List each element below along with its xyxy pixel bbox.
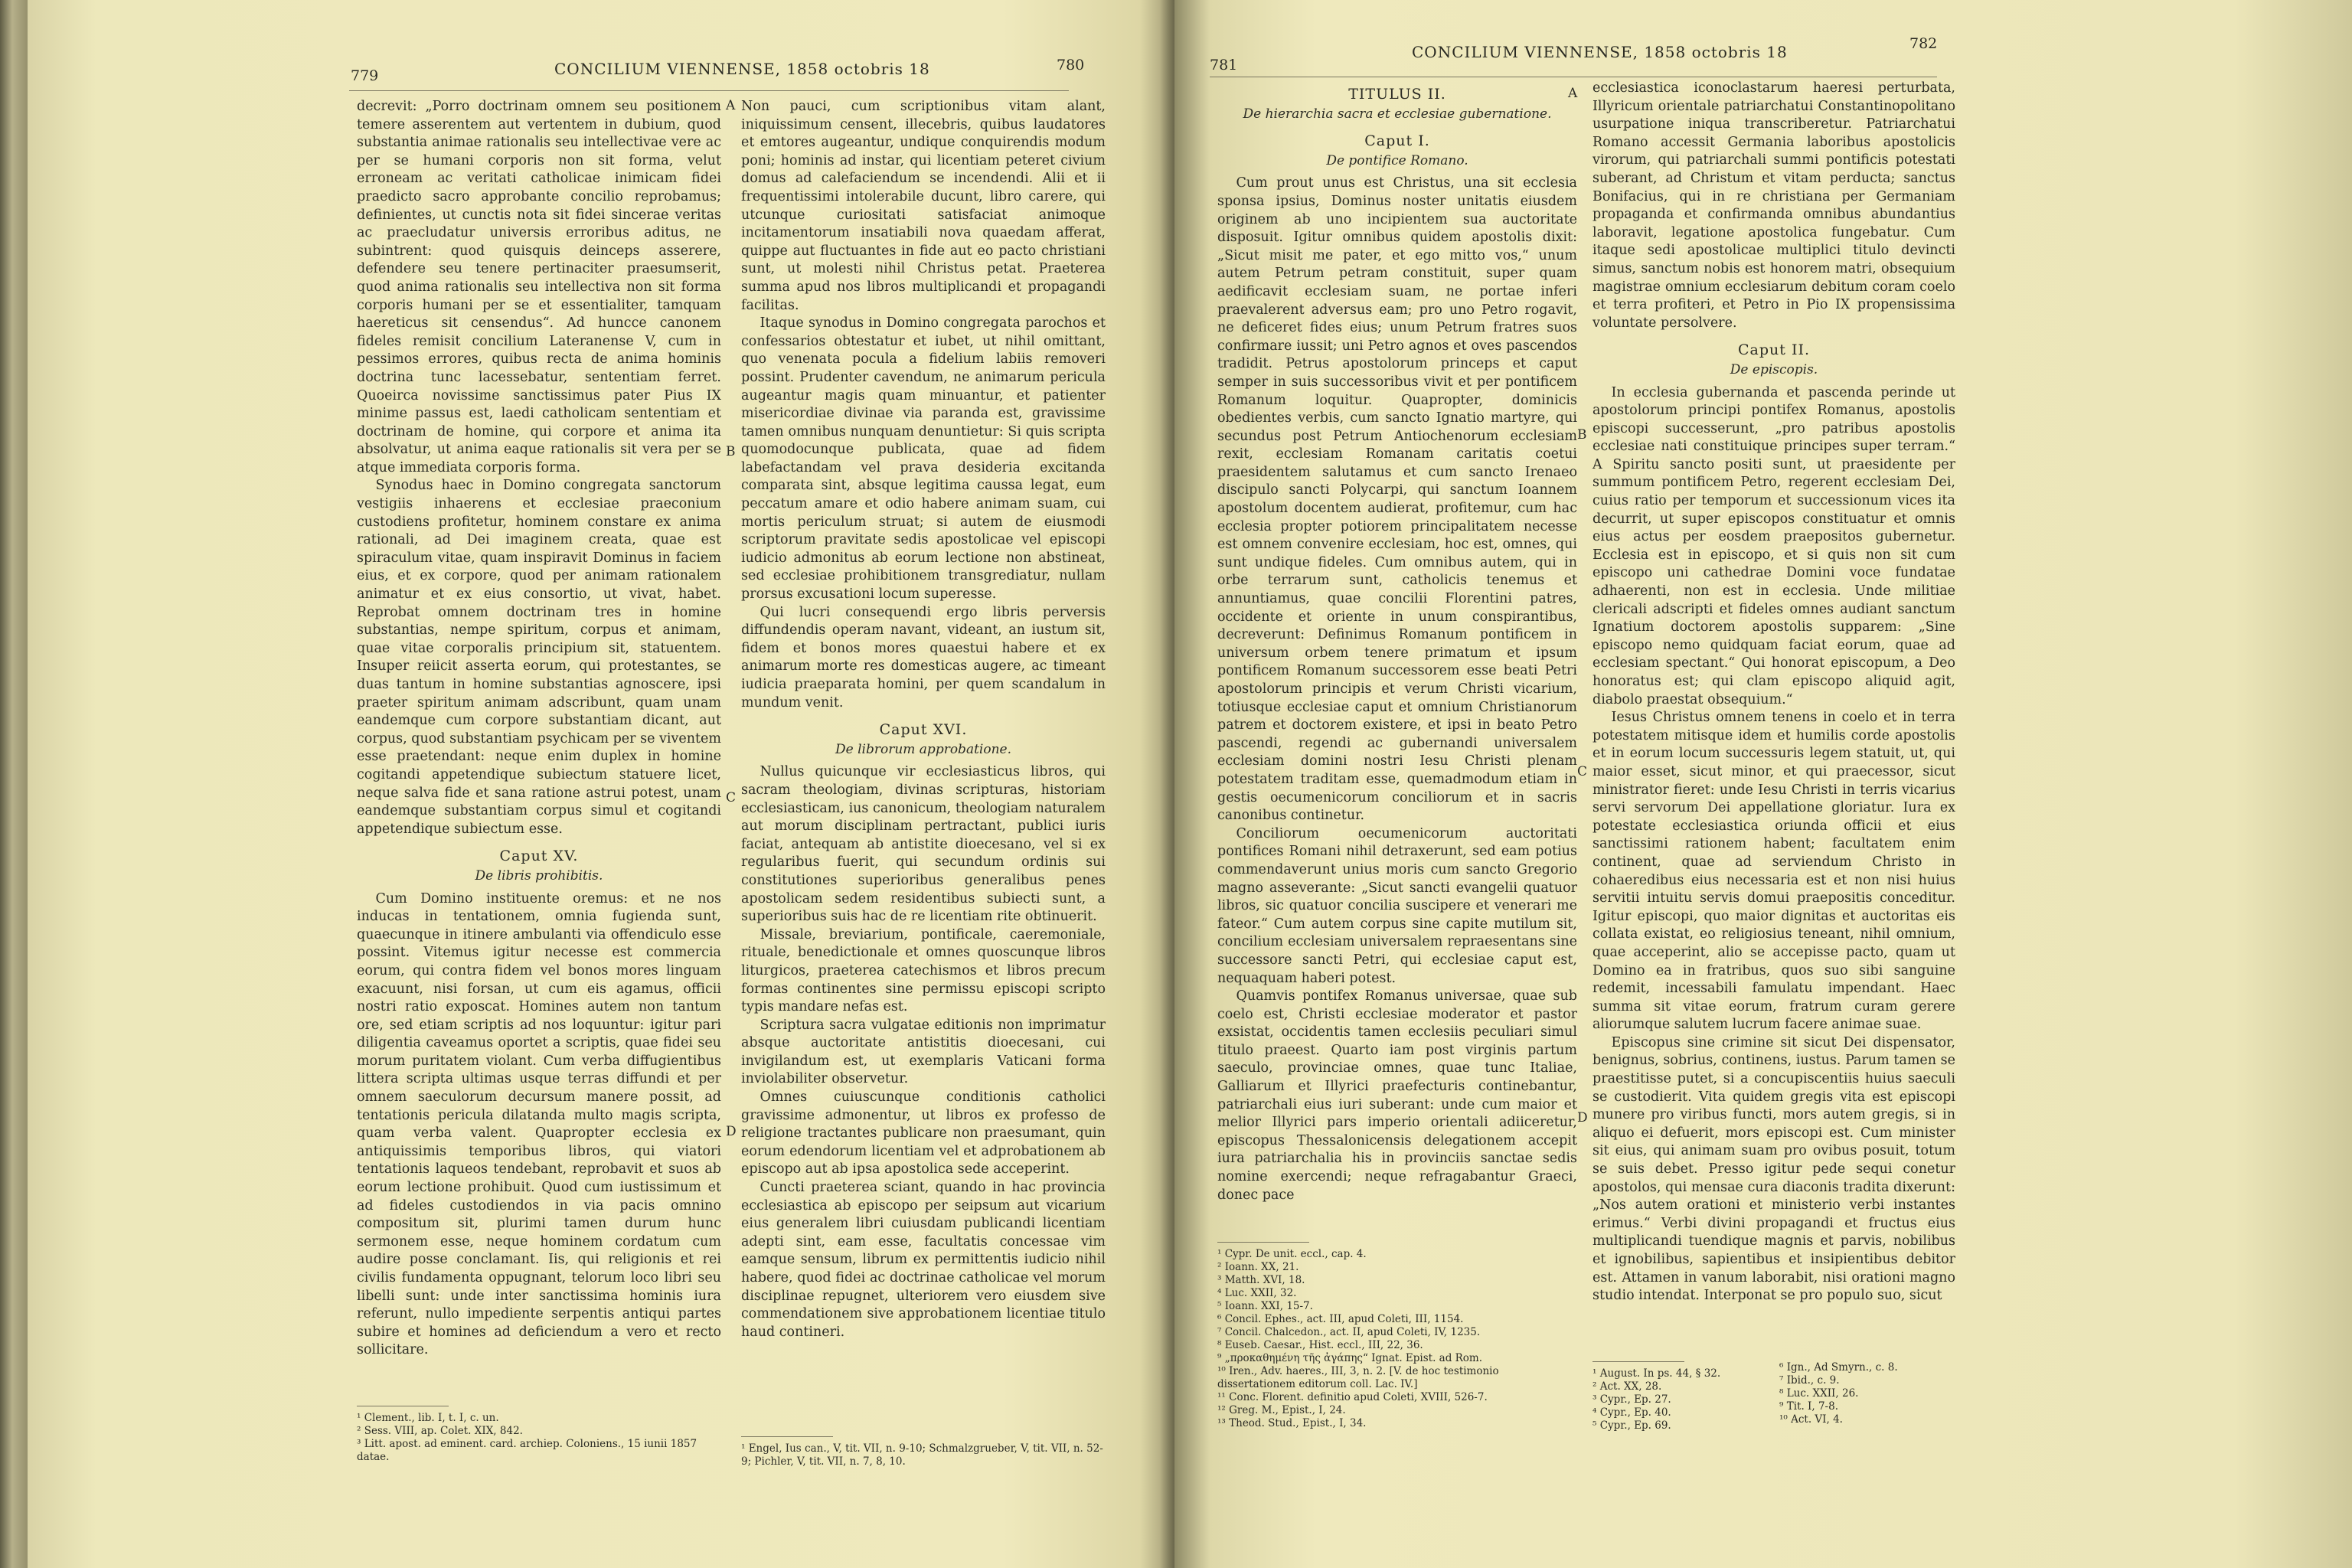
left-column	[357, 98, 721, 1360]
footnote: ³ Matth. XVI, 18.	[1217, 1274, 1305, 1286]
running-header: CONCILIUM VIENNENSE, 1858 octobris 18	[554, 60, 930, 78]
footnote: ¹² Greg. M., Epist., I, 24.	[1217, 1404, 1346, 1416]
section-heading: Caput XVI.	[879, 721, 968, 739]
page-number: 781	[1210, 57, 1238, 74]
section-subheading: De episcopis.	[1730, 361, 1818, 377]
section-subheading: De librorum approbatione.	[835, 741, 1011, 757]
paragraph: Synodus haec in Domino congregata sanctorum vestigiis inhaerens et ecclesiae praeconium custodiens profitetur, hominem constare ex anima rationali, ad Dei imaginem creata, quae est spiraculum vitae, quam inspiravit Dominus in faciem eius, et ex corpore, quod per animam rationalem animatur et ex eius consortio, ut vivat, habet. Reprobat omnem doctrinam tres in homine substantias, nempe spiritum, corpus et animam, quae vitae corporalis principium sit, statuentem. Insuper reiicit asserta eorum, qui protestantes, se duas tantum in homine substantias agnoscere, ipsi praeter spiritum animam adscribunt, quam unam eandemque cum corpore substantiam dicant, aut corpus, quod substantiam psychicam per se viventem esse praetendant: neque enim duplex in homine cogitandi appetendique subiectum statuere licet, neque salva fide et sana ratione astrui potest, unam eandemque substantiam corpus simul et cogitandi appetendique subiectum esse.	[357, 478, 721, 837]
footnote: ² Sess. VIII, ap. Colet. XIX, 842.	[357, 1425, 523, 1437]
section-heading: Caput XV.	[499, 848, 579, 865]
footnote-rule	[1592, 1361, 1684, 1362]
section-subheading: De pontifice Romano.	[1326, 152, 1468, 168]
footnote: ⁸ Luc. XXII, 26.	[1779, 1387, 1859, 1400]
footnote: ² Ioann. XX, 21.	[1217, 1261, 1299, 1273]
paragraph: Cum Domino instituente oremus: et ne nos inducas in tentationem, omnia fugienda sunt, quaecunque in itinere ambulanti via offendiculo esse possint. Vitemus igitur necesse est commercia eorum, qui contra fidem vel bonos mores linguam exacuunt, nisi forsan, ut cum eis agamus, officii nostri ratio exposcat. Homines autem non tantum ore, sed etiam scriptis ad nos loquuntur: igitur pari diligentia caveamus oportet a scriptis, quae fidei seu morum puritatem violant. Cum verba diffugientibus littera scripta ultimas usque terras diffundi et per omnem saeculorum decursum manere possit, ad tentationis pericula dilatanda multo magis scripta, quam verba valent. Quapropter ecclesia ex antiquissimis temporibus libros, qui viatori tentationis laqueos tendebant, reprobavit et suos ab eorum lectione prohibuit. Quod cum iustissimum et ad fideles custodiendos in via pacis omnino compositum sit, plurimi tamen durum hunc sermonem esse, neque hominem cordatum cum audire posse conclamant. Iis, qui religionis et rei civilis fundamenta oppugnant, telorum loco libri seu libelli sunt: unde inter sanctissima hominis iura referunt, nullo impediente serpentis antiqui partes subire et homines ad deficiendum a vero et recto sollicitare.	[357, 890, 721, 1358]
running-header: CONCILIUM VIENNENSE, 1858 octobris 18	[1412, 43, 1788, 61]
page-number: 780	[1057, 57, 1085, 74]
paragraph: Non pauci, cum scriptionibus vitam alant, iniquissimum censent, illecebris, quibus laudatores et emtores augeantur, undique conquirendis modum poni; hominis ad instar, qui licentiam peteret civium domus ad calefaciendum se incendendi. Alii et ii frequentissimi intolerabile ducunt, libro carere, qui utcunque curiositati satisfaciat animoque incitamentorum insatiabili nova quaedam afferat, quippe aut fluctuantes in fide aut eo pacto christiani sunt, ut molesti nihil Christus petat. Praeterea summa apud nos libros multiplicandi et propagandi facilitas.	[741, 99, 1106, 313]
footnote: ⁸ Euseb. Caesar., Hist. eccl., III, 22, 36.	[1217, 1339, 1423, 1351]
paragraph: Itaque synodus in Domino congregata parochos et confessarios obtestatur et iubet, ut nihil omittant, quo venenata pocula a fidelium labiis removeri possint. Prudenter cavendum, ne animarum pericula augeantur magis quam minuantur, et patienter misericordiae divinae via paranda est, gravissime tamen omnibus nunquam denuntietur: Si quis scripta quomodocunque publicata, quae ad fidem labefactandam vel prava desideria excitanda comparata sint, absque legitima caussa legat, eum peccatum amare et odio habere animam suam, cui mortis periculum struat; si autem de eiusmodi scriptorum pravitate sedis apostolicae vel episcopi iudicio admonitus ab eorum lectione non abstineat, sed ecclesiae prohibitionem transgrediatur, nullam prorsus excusationi locum superesse.	[741, 315, 1106, 603]
margin-letter: C	[726, 790, 737, 805]
footnote: ³ Cypr., Ep. 27.	[1592, 1393, 1671, 1406]
footnote: ¹ Engel, Ius can., V, tit. VII, n. 9-10; Schmalzgrueber, V, tit. VII, n. 52-9; Pichler, V, tit. VII, n. 7, 8, 10.	[741, 1442, 1103, 1468]
header-rule	[349, 90, 1069, 91]
section-subheading: De libris prohibitis.	[475, 867, 603, 884]
footnote: ¹⁰ Iren., Adv. haeres., III, 3, n. 2. [V. de hoc testimonio dissertationem editorum coll. Lac. IV.]	[1217, 1365, 1499, 1390]
page-number: 782	[1909, 35, 1938, 52]
footnote: ⁹ Tit. I, 7-8.	[1779, 1400, 1838, 1413]
footnote: ⁵ Ioann. XXI, 15-7.	[1217, 1300, 1313, 1312]
footnote: ⁹ „προκαθημένη τῆς ἀγάπης“ Ignat. Epist. ad Rom.	[1217, 1352, 1483, 1364]
paragraph: In ecclesia gubernanda et pascenda perinde ut apostolorum principi pontifex Romanus, apostolis episcopi successerunt, „pro patribus apostolis ecclesiae nati constituique principes super terram.“ A Spiritu sancto positi sunt, ut praesidente per summum pontificem Petro, regerent ecclesiam Dei, cuius ratio per temporum et successionum vices ita decurrit, ut super episcopos constituatur et omnis eius actus per eosdem praepositos gubernetur. Ecclesia est in episcopo, et si quis non sit cum episcopo uni cathedrae Domini voce fundatae adhaerenti, non est in ecclesia. Unde militiae clericali adscripti et fideles omnes audiant sanctum Ignatium doctorem apostolis supparem: „Sine episcopo nemo quidquam faciat eorum, quae ad ecclesiam spectant.“ Qui honorat episcopum, a Deo honoratus est; qui clam episcopo aliquid agit, diabolo praestat obsequium.“	[1592, 384, 1955, 707]
margin-letter: B	[1577, 427, 1587, 443]
paragraph: Qui lucri consequendi ergo libris perversis diffundendis operam navant, videant, an iustum sit, fidem et bonos mores quaestui habere et ex animarum morte res domesticas augere, ac timeant iudicia praeparata homini, per quem scandalum in mundum venit.	[741, 604, 1106, 710]
footnote: ⁶ Ign., Ad Smyrn., c. 8.	[1779, 1361, 1898, 1374]
left-column	[1217, 86, 1577, 1204]
paragraph: Missale, breviarium, pontificale, caeremoniale, rituale, benedictionale et omnes quoscunque libros liturgicos, praeterea catechismos et libros precum formas continentes sine permissu episcopi scripto typis mandare nefas est.	[741, 926, 1106, 1015]
footnote: ¹ Cypr. De unit. eccl., cap. 4.	[1217, 1248, 1367, 1260]
footnote: ¹⁰ Act. VI, 4.	[1779, 1413, 1843, 1426]
footnote: ⁷ Ibid., c. 9.	[1779, 1374, 1840, 1387]
paragraph: decrevit: „Porro doctrinam omnem seu positionem temere asserentem aut vertentem in dubium, quod substantia animae rationalis seu intellectivae vere ac per se humani corporis non sit forma, velut erroneam ac veritati catholicae inimicam fidei praedicto sacro approbante concilio reprobamus; definientes, ut cunctis nota sit fidei sincerae veritas ac praecludatur universis erroribus aditus, ne subintrent: quod quisquis deinceps asserere, defendere seu tenere pertinaciter praesumserit, quod anima rationalis seu intellectiva non sit forma corporis humani per se et essentialiter, tamquam haereticus sit censendus“. Ad huncce canonem fideles remisit concilium Lateranense V, cum in pessimos errores, quibus recta de anima hominis doctrina tunc lacessebatur, sententiam ferret. Quoeirca novissime sanctissimus pater Pius IX minime passus est, laedi catholicam sententiam et doctrinam de homine, qui corpore et anima ita absolvatur, ut anima eaque rationalis sit vera per se atque immediata corporis forma.	[357, 99, 721, 475]
footnote: ⁷ Concil. Chalcedon., act. II, apud Coleti, IV, 1235.	[1217, 1326, 1481, 1338]
margin-letter: A	[1568, 86, 1578, 101]
paragraph: Iesus Christus omnem tenens in coelo et in terra potestatem mitisque idem et humilis corde apostolis et in eorum locum successuris legem statuit, ut, qui maior esset, sicut minor, et qui praecessor, sicut ministrator fieret: unde Iesu Christi in terris vicarius servi servorum Dei appellatione gloriatur. Iura ex potestate ecclesiastica oriunda officii et eius sanctissimi rationem habent; facultatem enim continent, quae ad serviendum Christo in cohaeredibus eius necessaria est et non nisi huius servitii intuitu servis domui praepositis conceditur. Igitur episcopi, quo maior dignitas et auctoritas eis collata existat, eo religiosius teneant, nihil omnium, quae acceperint, alio se accepisse pacto, quam ut Domino ea in fratribus, quos suo sibi sanguine redemit, incessabili famulatu impendant. Haec summa sit vitae eorum, fratrum curam gerere aliorumque salutem lucrum facere animae suae.	[1592, 710, 1955, 1033]
footnote: ⁶ Concil. Ephes., act. III, apud Coleti, III, 1154.	[1217, 1313, 1464, 1325]
footnote: ³ Litt. apost. ad eminent. card. archiep. Coloniens., 15 iunii 1857 datae.	[357, 1438, 697, 1463]
paragraph: Scriptura sacra vulgatae editionis non imprimatur absque auctoritate antistitis dioecesani, cui invigilandum est, ut exemplaris Vaticani forma inviolabiliter observetur.	[741, 1017, 1106, 1087]
margin-letter: C	[1577, 764, 1588, 779]
footnote: ¹¹ Conc. Florent. definitio apud Coleti, XVIII, 526-7.	[1217, 1391, 1488, 1403]
footnote: ¹³ Theod. Stud., Epist., I, 34.	[1217, 1417, 1367, 1429]
section-heading: Caput II.	[1738, 341, 1810, 359]
margin-letter: B	[726, 444, 736, 459]
right-column	[1592, 80, 1955, 1305]
page-number: 779	[351, 67, 379, 84]
paragraph: Conciliorum oecumenicorum auctoritati pontifices Romani nihil detraxerunt, sed eam potius commendaverunt unius moris cum sancto Gregorio magno asseverante: „Sicut sancti evangelii quatuor libros, sic quatuor concilia suscipere et venerari me fateor.“ Cum autem corpus sine capite mutilum sit, concilium ecclesiam universalem repraesentans sine successore sancti Petri, qui ecclesiae caput est, nequaquam haberi potest.	[1217, 825, 1577, 986]
footnote-rule	[741, 1436, 833, 1437]
right-page	[1174, 0, 2352, 1568]
margin-letter: D	[726, 1124, 737, 1139]
book-page-edges	[0, 0, 31, 1568]
right-column	[741, 98, 1106, 1341]
footnotes	[1592, 1367, 1761, 1432]
footnote: ¹ Clement., lib. I, t. I, c. un.	[357, 1412, 499, 1424]
footnotes	[1779, 1361, 1948, 1426]
footnote: ² Act. XX, 28.	[1592, 1380, 1662, 1393]
paragraph: ecclesiastica iconoclastarum haeresi perturbata, Illyricum orientale patriarchatui Constantinopolitano usurpatione iniqua transcriberetur. Patriarchatui Romano accessit Germania laboribus apostolicis virorum, qui patriarchali summi pontificis potestati suberant, ad Christum et vitam perducta; sanctus Bonifacius, qui in re christiana per Germaniam propaganda et confirmanda omnibus abundantius laboravit, legatione apostolica fungebatur. Cum itaque sedi apostolicae multiplici titulo devincti simus, sanctum nobis est honorem matri, obsequium magistrae omnium ecclesiarum debitum coram coelo et terra profiteri, et Petro in Pio IX propensissima voluntate persolvere.	[1592, 80, 1955, 331]
paragraph: Cum prout unus est Christus, una sit ecclesia sponsa ipsius, Dominus noster unitatis eiusdem originem ab uno incipientem sua auctoritate disposuit. Igitur omnibus quidem apostolis dixit: „Sicut misit me pater, et ego mitto vos,“ unum autem Petrum petram constituit, super quam aedificavit ecclesiam suam, ne portae inferi praevalerent adversus eam; pro uno Petro rogavit, ne deficeret fides eius; unum Petrum fratres suos confirmare iussit; uni Petro agnos et oves pascendos tradidit. Petrus apostolorum princeps et caput semper in suis successoribus vivit et per pontificem Romanum loquitur. Quapropter, dominicis obedientes verbis, cum sancto Ignatio martyre, qui secundus post Petrum Antiochenorum ecclesiam rexit, ecclesiam Romanam caritatis coetui praesidentem salutamus et cum sancto Irenaeo discipulo sancti Polycarpi, qui sanctum Ioannem apostolum docentem audierat, profitemur, cum hac ecclesia propter potiorem principalitatem necesse est omnem convenire ecclesiam, hoc est, omnes, qui sunt undique fideles. Cum omnibus autem, qui in orbe terrarum sunt, catholicis tenemus et annuntiamus, quae concilii Florentini patres, occidente et oriente in unum conspirantibus, decreverunt: Definimus Romanum pontificem in universum orbem tenere primatum et ipsum pontificem Romanum successorem esse beati Petri apostolorum principis et verum Christi vicarium, totiusque ecclesiae caput et omnium Christianorum patrem et doctorem existere, et ipsi in beato Petro pascendi, regendi ac gubernandi universalem ecclesiam domini nostri Iesu Christi plenam potestatem traditam esse, quemadmodum etiam in gestis oecumenicorum conciliorum et in sacris canonibus continetur.	[1217, 175, 1577, 824]
paragraph: Episcopus sine crimine sit sicut Dei dispensator, benignus, sobrius, continens, iustus. Parum tamen se praestitisse putet, si a concupiscentiis huius saeculi se custodierit. Vita quidem gregis vita est episcopi munere pro viribus functi, mors autem gregis, si in aliquo ei defuerit, mors episcopi est. Cum minister sit eius, qui animam suam pro ovibus posuit, totum se suis debet. Presso igitur pede sequi conetur apostolos, qui mensae cura diaconis tradita dixerunt: „Nos autem orationi et ministerio verbi instantes erimus.“ Verbi divini propagandi et fructus eius multiplicandi tuendique magnis et parvis, nobilibus et ignobilibus, sapientibus et insipientibus debitor est. Attamen in vanum laborabit, nisi orationi magno studio intendat. Interponat se pro populo suo, sicut	[1592, 1034, 1955, 1304]
footnote-rule	[1217, 1242, 1309, 1243]
paragraph: Cuncti praeterea sciant, quando in hac provincia ecclesiastica ab episcopo per seipsum aut vicarium eius generalem libri cuiusdam publicandi licentiam adepti sint, eam esse, facultatis concessae vim eamque sensum, librum ex permittentis iudicio nihil habere, quod fidei ac doctrinae catholicae vel morum disciplinae repugnet, ulteriorem vero eiusdem sive commendationem sive approbationem licentiae titulo haud contineri.	[741, 1180, 1106, 1340]
footnote: ¹ August. In ps. 44, § 32.	[1592, 1367, 1721, 1380]
footnotes	[741, 1442, 1106, 1468]
footnote: ⁴ Luc. XXII, 32.	[1217, 1287, 1297, 1299]
footnotes	[1217, 1248, 1577, 1430]
footnotes	[357, 1412, 721, 1464]
paragraph: Omnes cuiuscunque conditionis catholici gravissime admonentur, ut libros ex professo de religione tractantes publicare non praesumant, quin eorum edendorum licentiam vel et adprobationem ab episcopo aut ab ipsa apostolica sede acceperint.	[741, 1089, 1106, 1178]
footnote: ⁴ Cypr., Ep. 40.	[1592, 1406, 1671, 1419]
section-subheading: De hierarchia sacra et ecclesiae gubernatione.	[1243, 106, 1552, 122]
paragraph: Nullus quicunque vir ecclesiasticus libros, qui sacram theologiam, divinas scripturas, historiam ecclesiasticam, ius canonicum, theologiam naturalem aut morum disciplinam pertractant, publici iuris faciat, antequam ab antistite dioecesano, vel si ex regularibus fuerit, qui secundum ordinis sui constitutiones superioribus generalibus penes apostolicam sedem residentibus subiecti sunt, a superioribus suis hac de re licentiam rite obtinuerit.	[741, 764, 1106, 925]
section-heading: Caput I.	[1364, 132, 1430, 150]
paragraph: Quamvis pontifex Romanus universae, quae sub coelo est, Christi ecclesiae moderator et pastor exsistat, occidentis tamen ecclesiis peculiari simul titulo praeest. Quarto iam post virginis partum saeculo, provinciae omnes, quae tunc Italiae, Galliarum et Illyrici praefecturis continebantur, patriarchali eius iuri suberant: unde cum maior et melior Illyrici pars imperio orientali adiiceretur, episcopus Thessalonicensis delegationem accepit iura patriarchalia his in provinciis sanctae sedis nomine exercendi; neque refragabantur Graeci, donec pace	[1217, 988, 1577, 1203]
section-heading: TITULUS II.	[1348, 86, 1446, 103]
margin-letter: D	[1577, 1110, 1588, 1125]
margin-letter: A	[726, 98, 736, 113]
left-page	[28, 0, 1174, 1568]
footnote: ⁵ Cypr., Ep. 69.	[1592, 1419, 1671, 1432]
